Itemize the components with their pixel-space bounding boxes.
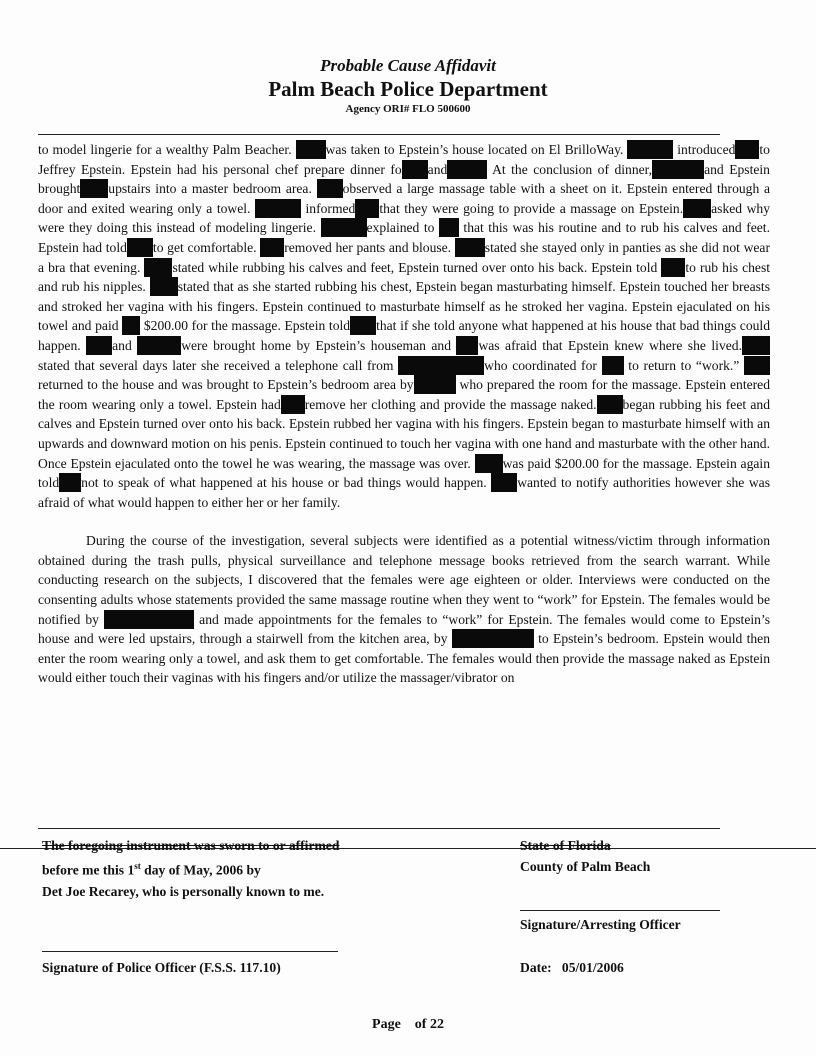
agency-ori: Agency ORI# FLO 500600 [345,103,471,115]
redaction [439,218,459,237]
detective-line: Det Joe Recarey, who is personally known to me. [42,883,325,899]
county-label: County of Palm Beach [520,859,651,874]
redaction [255,199,301,218]
redaction [414,375,456,394]
redaction [744,356,770,375]
redaction [127,238,153,257]
redaction [59,473,81,492]
redaction [602,356,624,375]
jurisdiction [520,835,780,877]
sworn-date-line: before me this 1st day of May, 2006 by [42,861,261,878]
redaction [455,238,485,257]
redaction [597,395,623,414]
redaction [355,199,379,218]
department-name: Palm Beach Police Department [268,77,548,101]
redaction [661,258,685,277]
redaction [104,610,194,629]
notary-statement [42,835,462,902]
redaction [447,160,487,179]
page-number: Page of 22 [372,1017,444,1032]
redaction [350,316,376,335]
redaction [260,238,284,257]
police-officer-signature-label: Signature of Police Officer (F.S.S. 117.10) [42,960,281,975]
sworn-line: The foregoing instrument was sworn to or affirmed [42,838,340,853]
redaction [296,140,326,159]
redaction [144,258,172,277]
redaction [86,336,112,355]
document-header [0,56,816,116]
paragraph-victim-account: to model lingerie for a wealthy Palm Beacher. was taken to Epstein’s house located on El BrilloWay. introduced to Jeffrey Epstein. Epstein had his personal chef prepare dinner fo and At the conclusion of dinner, and Epstein brought upstairs into a master bedroom area. observed a large massage table with a sheet on it. Epstein entered through a door and exited wearing only a towel. informed that they were going to provide a massage on Epstein. asked why were they doing this instead of modeling lingerie. explained to that this was his routine and to rub his calves and feet. Epstein had told to get comfortable. removed her pants and blouse. stated she stayed only in panties as she did not wear a bra that evening. stated while rubbing his calves and feet, Epstein turned over onto his back. Epstein told to rub his chest and rub his nipples. stated that as she started rubbing his chest, Epstein began masturbating himself. Epstein touched her breasts and stroked her vagina with his fingers. Epstein continued to masturbate himself as he stroked her vagina. Epstein ejaculated on his towel and paid $200.00 for the massage. Epstein told that if she told anyone what happened at his house that bad things could happen. and were brought home by Epstein’s houseman and was afraid that Epstein knew where she lived. stated that several days later she received a telephone call from who coordinated for to return to “work.” returned to the house and was brought to Epstein’s bedroom area by who prepared the room for the massage. Epstein entered the room wearing only a towel. Epstein had remove her clothing and provide the massage naked. began rubbing his feet and calves and Epstein turned over onto his back. Epstein rubbed her vagina with his fingers. Epstein began to masturbate himself with an upwards and downward motion on his penis. Epstein continued to touch her vagina with one hand and masturbate with the other hand. Once Epstein ejaculated onto the towel he was wearing, the massage was over. was paid $200.00 for the massage. Epstein again told not to speak of what happened at his house or bad things would happen. wanted to notify authorities however she was afraid of what would happen to either her or her family. [38,142,771,510]
redaction [683,199,711,218]
redaction [475,454,503,473]
redaction [491,473,517,492]
redaction [137,336,181,355]
paragraph-investigation: During the course of the investigation, several subjects were identified as a potential witness/victim through information obtained during the trash pulls, physical surveillance and telephone message books retrieved from the search warrant. While conducting research on the subjects, I discovered that the females were age eighteen or older. Interviews were conducted on the consenting adults whose statements provided the same massage routine when they went to “work” for Epstein. The females would be notified by and made appointments for the females to “work” for Epstein. The females would come to Epstein’s house and were led upstairs, through a stairwell from the kitchen area, by to Epstein’s bedroom. Epstein would then enter the room wearing only a towel, and ask them to get comfortable. The females would then provide the massage naked as Epstein would either touch their vaginas with his fingers and/or utilize the massager/vibrator on [38,533,771,686]
redaction [456,336,478,355]
redaction [627,140,673,159]
date-label: Date: [520,960,552,975]
signature-top-rule [38,828,720,829]
redaction [150,277,178,296]
header-rule [38,134,720,135]
arresting-officer-signature-line [520,910,720,911]
redaction [281,395,305,414]
redaction [402,160,428,179]
redaction [652,160,704,179]
redaction [122,316,140,335]
state-label: State of Florida [520,838,611,853]
document-type: Probable Cause Affidavit [320,56,496,75]
redaction [742,336,770,355]
redaction [452,629,534,648]
date-value: 05/01/2006 [561,960,624,975]
redaction [80,179,108,198]
redaction [317,179,343,198]
affidavit-body [38,140,770,688]
redaction [398,356,484,375]
arresting-officer-label: Signature/Arresting Officer [520,917,681,932]
redaction [321,218,367,237]
police-officer-signature-line [42,951,338,952]
redaction [735,140,759,159]
date-field [520,957,624,978]
